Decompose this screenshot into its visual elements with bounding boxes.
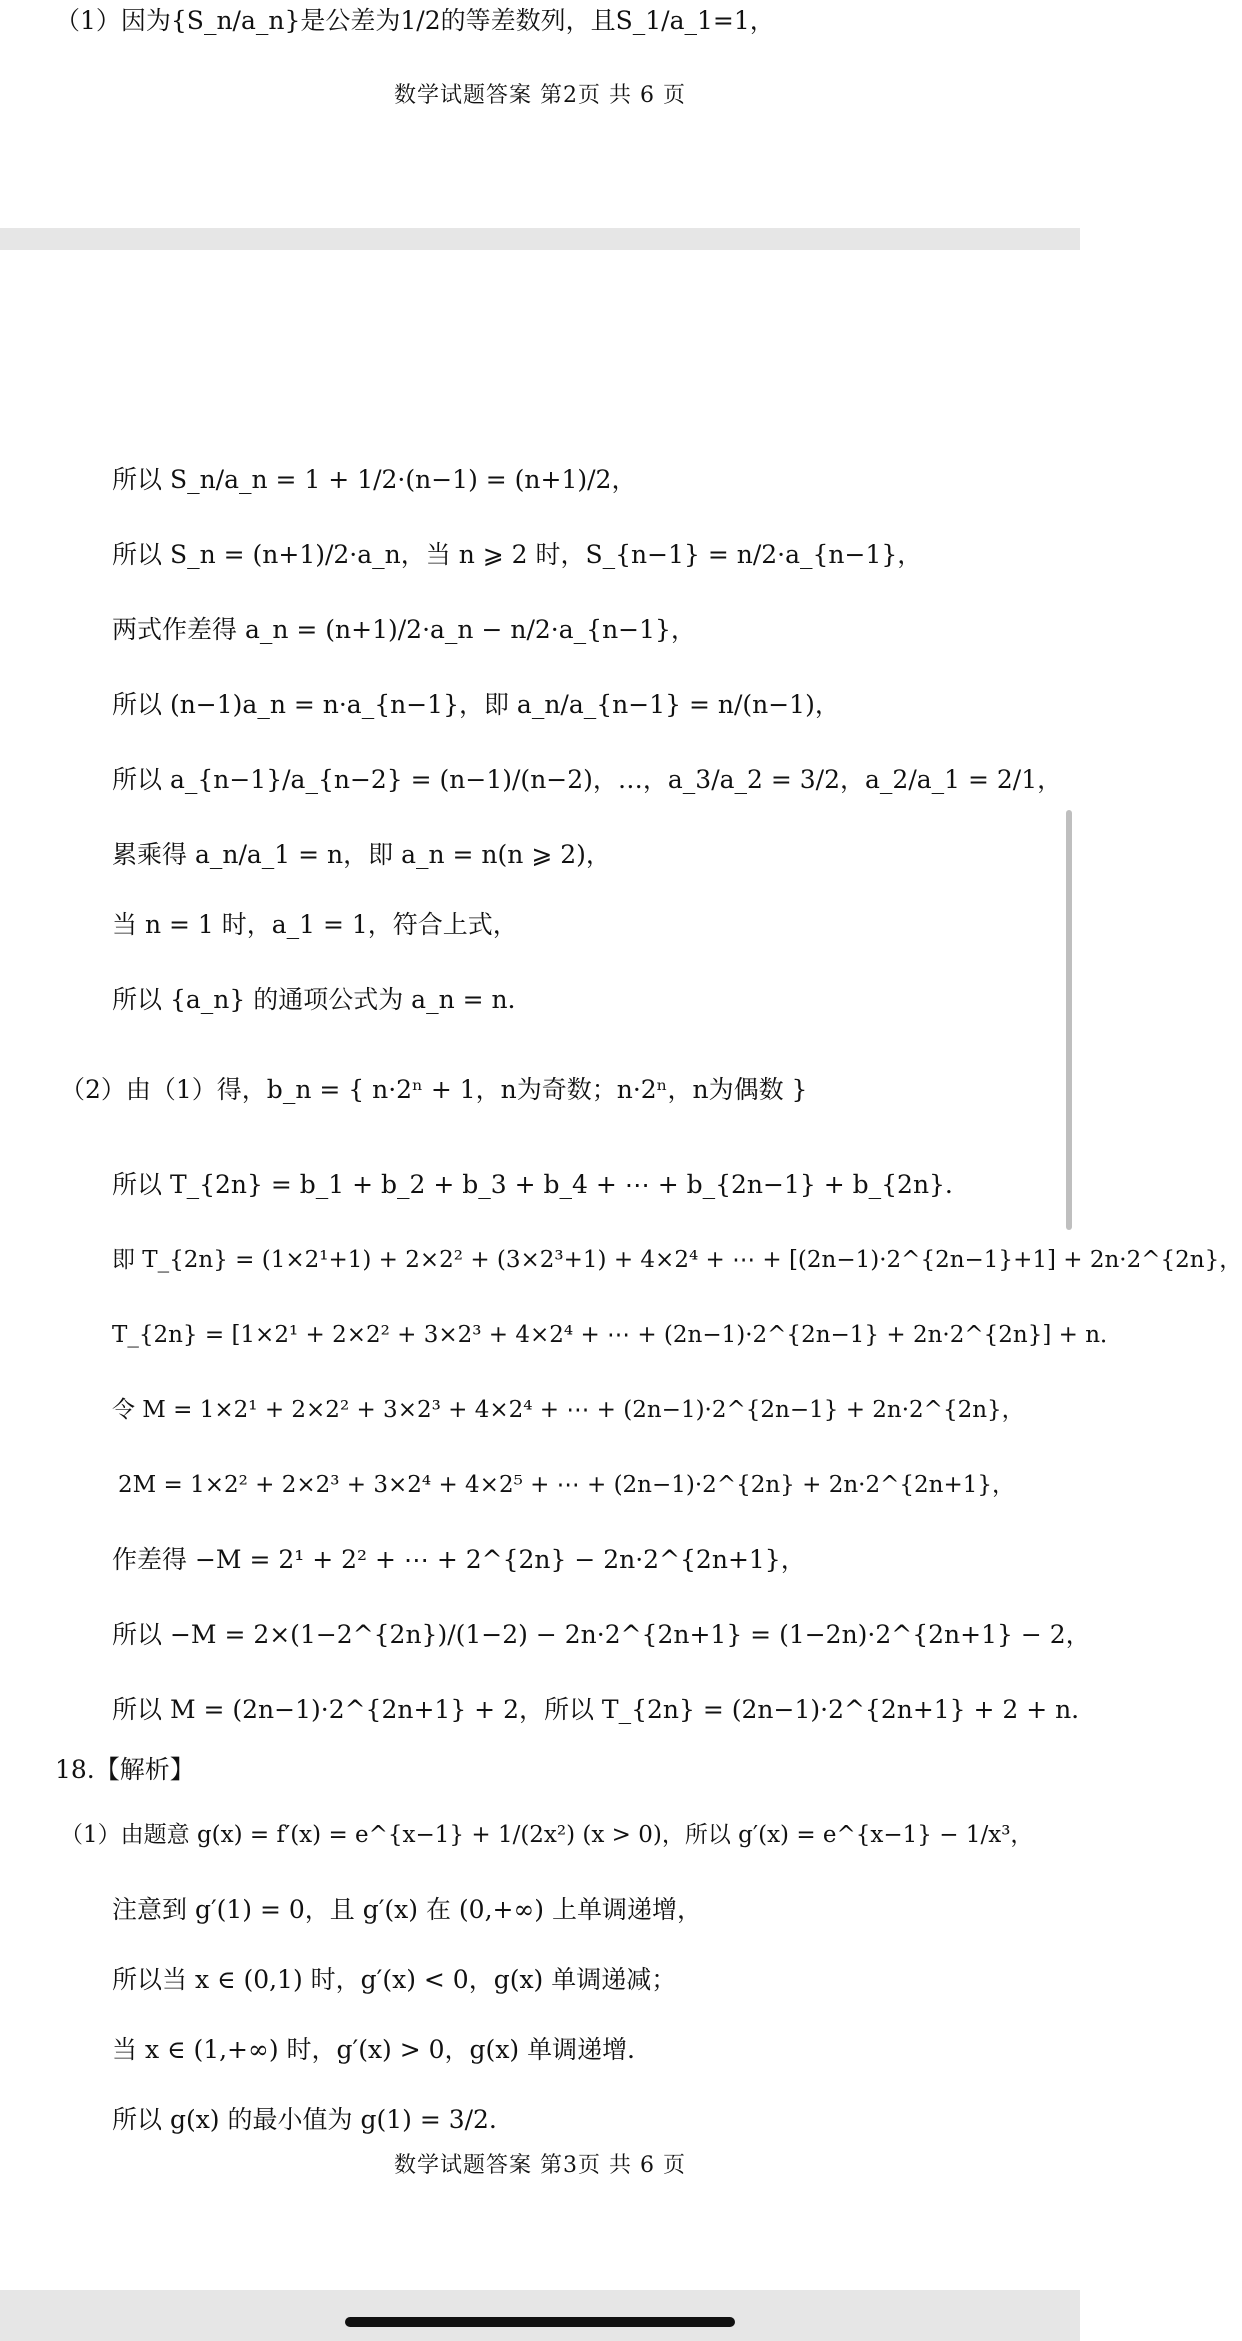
solution-line: 所以 g(x) 的最小值为 g(1) = 3/2．	[112, 2105, 514, 2134]
solution-line: 即 T_{2n} = (1×2¹+1) + 2×2² + (3×2³+1) + 4×2⁴ + ⋯ + [(2n−1)·2^{2n−1}+1] + 2n·2^{2n}，	[112, 1247, 1242, 1273]
page-separator	[0, 228, 1080, 250]
solution-line: 所以当 x ∈ (0,1) 时，g′(x) < 0，g(x) 单调递减；	[112, 1965, 677, 1994]
solution-line: 当 x ∈ (1,+∞) 时，g′(x) > 0，g(x) 单调递增．	[112, 2035, 653, 2064]
solution-line: 累乘得 a_n/a_1 = n，即 a_n = n(n ⩾ 2)，	[112, 840, 611, 869]
solution-line: （1）因为{S_n/a_n}是公差为1/2的等差数列，且S_1/a_1=1，	[55, 6, 775, 35]
solution-line: 当 n = 1 时，a_1 = 1，符合上式，	[112, 910, 518, 939]
solution-line: 2M = 1×2² + 2×2³ + 3×2⁴ + 4×2⁵ + ⋯ + (2n−1)·2^{2n} + 2n·2^{2n+1}，	[118, 1472, 1015, 1498]
solution-line: 所以 T_{2n} = b_1 + b_2 + b_3 + b_4 + ⋯ + b_{2n−1} + b_{2n}．	[112, 1170, 970, 1199]
solution-line: （2）由（1）得，b_n = { n·2ⁿ + 1，n为奇数；n·2ⁿ，n为偶数 }	[60, 1075, 808, 1104]
solution-line: 所以 S_n/a_n = 1 + 1/2·(n−1) = (n+1)/2，	[112, 465, 637, 494]
page-separator	[0, 2290, 1080, 2341]
solution-line: 所以 a_{n−1}/a_{n−2} = (n−1)/(n−2)，…，a_3/a_2 = 3/2，a_2/a_1 = 2/1，	[112, 765, 1063, 794]
solution-line: （1）由题意 g(x) = f′(x) = e^{x−1} + 1/(2x²) (x > 0)，所以 g′(x) = e^{x−1} − 1/x³，	[60, 1822, 1034, 1848]
page-footer: 数学试题答案 第2页 共 6 页	[394, 83, 686, 108]
solution-line: 所以 M = (2n−1)·2^{2n+1} + 2，所以 T_{2n} = (2n−1)·2^{2n+1} + 2 + n．	[112, 1695, 1097, 1724]
solution-line: 所以 {a_n} 的通项公式为 a_n = n．	[112, 985, 533, 1014]
document-page-2	[0, 0, 1080, 228]
solution-line: 所以 (n−1)a_n = n·a_{n−1}，即 a_n/a_{n−1} = n/(n−1)，	[112, 690, 840, 719]
solution-line: 注意到 g′(1) = 0，且 g′(x) 在 (0,+∞) 上单调递增，	[112, 1895, 702, 1924]
solution-line: 作差得 −M = 2¹ + 2² + ⋯ + 2^{2n} − 2n·2^{2n+1}，	[112, 1545, 806, 1574]
home-indicator[interactable]	[345, 2317, 735, 2327]
solution-line: 两式作差得 a_n = (n+1)/2·a_n − n/2·a_{n−1}，	[112, 615, 696, 644]
solution-line: 令 M = 1×2¹ + 2×2² + 3×2³ + 4×2⁴ + ⋯ + (2n−1)·2^{2n−1} + 2n·2^{2n}，	[112, 1397, 1025, 1423]
scrollbar[interactable]	[1066, 810, 1072, 1230]
document-page-3	[0, 250, 1242, 2290]
page-footer: 数学试题答案 第3页 共 6 页	[394, 2153, 686, 2178]
solution-line: T_{2n} = [1×2¹ + 2×2² + 3×2³ + 4×2⁴ + ⋯ + (2n−1)·2^{2n−1} + 2n·2^{2n}] + n．	[112, 1322, 1124, 1348]
section-heading: 18.【解析】	[55, 1755, 195, 1784]
solution-line: 所以 −M = 2×(1−2^{2n})/(1−2) − 2n·2^{2n+1} = (1−2n)·2^{2n+1} − 2，	[112, 1620, 1091, 1649]
solution-line: 所以 S_n = (n+1)/2·a_n，当 n ⩾ 2 时，S_{n−1} = n/2·a_{n−1}，	[112, 540, 923, 569]
